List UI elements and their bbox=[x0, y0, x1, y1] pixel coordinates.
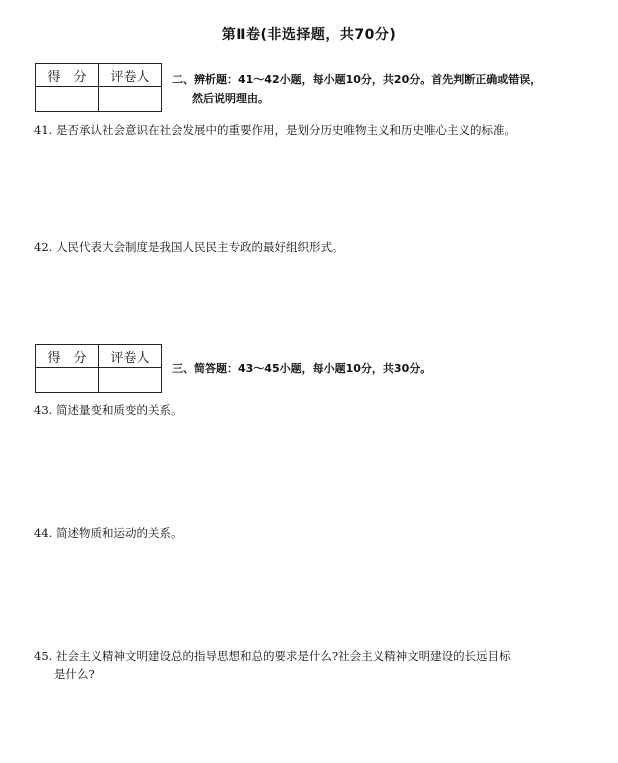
score-cell bbox=[36, 368, 99, 393]
grader-cell bbox=[99, 368, 162, 393]
question-45 bbox=[34, 647, 594, 683]
page-title: 第Ⅱ卷(非选择题，共70分) bbox=[221, 27, 397, 43]
section-2-heading-line2: 然后说明理由。 bbox=[192, 92, 269, 105]
question-44: 44. 简述物质和运动的关系。 bbox=[34, 526, 183, 540]
score-box-section-2 bbox=[35, 63, 162, 112]
section-3-heading: 三、简答题：43～45小题，每小题10分，共30分。 bbox=[172, 362, 432, 375]
question-43: 43. 简述量变和质变的关系。 bbox=[34, 403, 183, 417]
section-2-heading-line1: 二、辨析题：41～42小题，每小题10分，共20分。首先判断正确或错误， bbox=[172, 73, 542, 86]
grader-label: 评卷人 bbox=[99, 64, 162, 87]
score-cell bbox=[36, 87, 99, 112]
question-45-line2: 是什么? bbox=[54, 667, 95, 681]
question-41: 41. 是否承认社会意识在社会发展中的重要作用，是划分历史唯物主义和历史唯心主义的标准。 bbox=[34, 123, 516, 137]
grader-label: 评卷人 bbox=[99, 345, 162, 368]
section-2-heading bbox=[172, 70, 541, 108]
score-box-section-3 bbox=[35, 344, 162, 393]
score-label: 得 分 bbox=[36, 345, 99, 368]
score-label: 得 分 bbox=[36, 64, 99, 87]
question-45-line1: 45. 社会主义精神文明建设总的指导思想和总的要求是什么?社会主义精神文明建设的长远目标 bbox=[34, 649, 511, 663]
grader-cell bbox=[99, 87, 162, 112]
question-42: 42. 人民代表大会制度是我国人民民主专政的最好组织形式。 bbox=[34, 240, 344, 254]
